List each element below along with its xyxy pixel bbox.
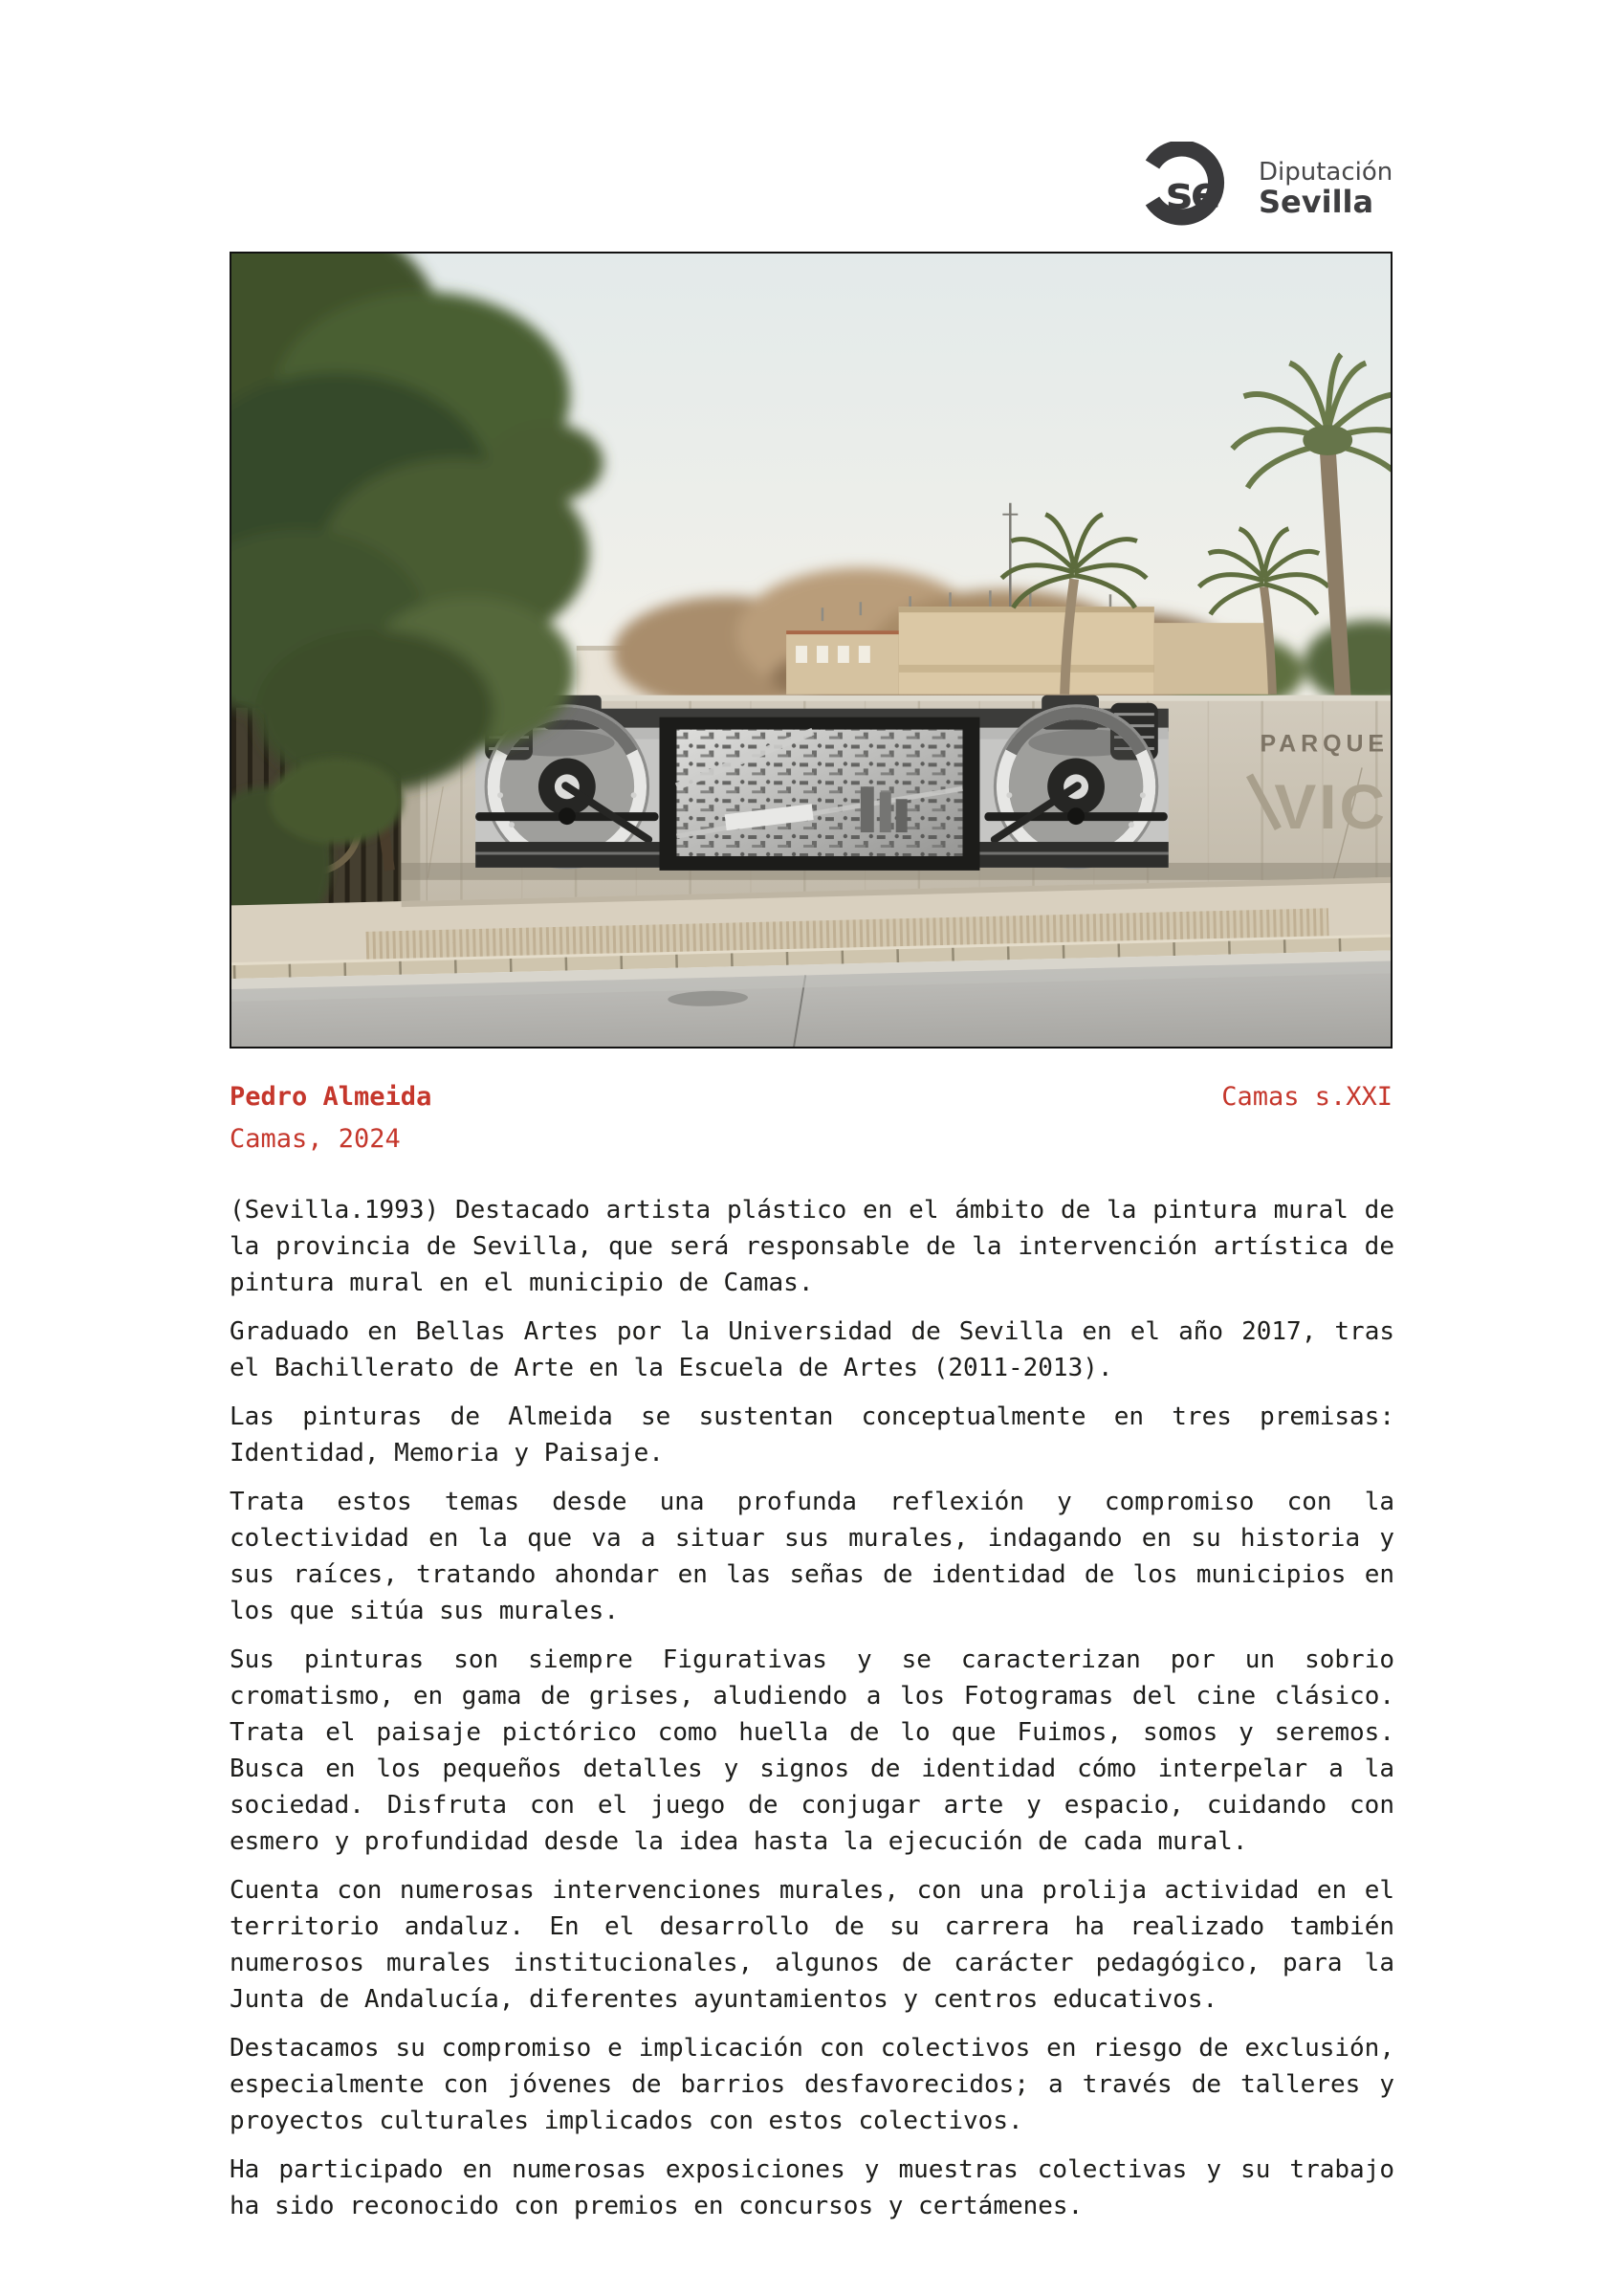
- logo-graphic: [1136, 142, 1394, 232]
- wall-text-parque: PARQUE: [1260, 730, 1390, 758]
- logo-mark-text: se: [1166, 167, 1219, 220]
- train-mural: [475, 695, 1169, 871]
- logo-line1: Diputación: [1259, 158, 1393, 187]
- bio-paragraph: Graduado en Bellas Artes por la Universidad de Sevilla en el año 2017, tras el Bachillerato de Arte en la Escuela de Artes (2011-2013).: [230, 1317, 1394, 1382]
- bio-paragraph: Sus pinturas son siempre Figurativas y se caracterizan por un sobrio cromatismo, en gama de grises, aludiendo a los Fotogramas del cine clásico. Trata el paisaje pictórico como huella de lo que Fuimos, somos y seremos. Busca en los pequeños detalles y signos de identidad cómo interpelar a la sociedad. Disfruta con el juego de conjugar arte y espacio, cuidando con esmero y profundidad desde la idea hasta la ejecución de cada mural.: [230, 1645, 1394, 1856]
- mural-photo-graphic: [231, 254, 1391, 1047]
- project-title: Camas s.XXI: [1221, 1082, 1393, 1112]
- artist-name: Pedro Almeida: [230, 1082, 432, 1112]
- bio-paragraph: (Sevilla.1993) Destacado artista plástico en el ámbito de la pintura mural de la provincia de Sevilla, que será responsable de la intervención artística de pintura mural en el municipio de Camas.: [230, 1196, 1394, 1297]
- bio-paragraph: Ha participado en numerosas exposiciones y muestras colectivas y su trabajo ha sido reconocido con premios en concursos y certámenes.: [230, 2155, 1394, 2220]
- bio-paragraph: Destacamos su compromiso e implicación con colectivos en riesgo de exclusión, especialmente con jóvenes de barrios desfavorecidos; a través de talleres y proyectos culturales implicados con estos colectivos.: [230, 2034, 1394, 2135]
- byline-row: [230, 1077, 1393, 1117]
- bio-paragraph: Trata estos temas desde una profunda reflexión y compromiso con la colectividad en la que va a situar sus murales, indagando en su historia y sus raíces, tratando ahondar en las señas de identidad de los municipios en los que sitúa sus murales.: [230, 1488, 1394, 1625]
- bio-paragraph: Cuenta con numerosas intervenciones murales, con una prolija actividad en el territorio andaluz. En el desarrollo de su carrera ha realizado también numerosos murales institucionales, algunos de carácter pedagógico, para la Junta de Andalucía, diferentes ayuntamientos y centros educativos.: [230, 1876, 1394, 2014]
- artist-location-year: Camas, 2024: [230, 1124, 401, 1154]
- logo-line2: Sevilla: [1259, 184, 1374, 220]
- biography: [230, 1192, 1394, 2237]
- mural-photo: [230, 252, 1393, 1049]
- framed-aerial-picture: [660, 718, 980, 871]
- bio-paragraph: Las pinturas de Almeida se sustentan conceptualmente en tres premisas: Identidad, Memoria y Paisaje.: [230, 1402, 1394, 1468]
- wall-text-vic: VIC: [1274, 771, 1389, 843]
- diputacion-sevilla-logo: [1136, 142, 1394, 232]
